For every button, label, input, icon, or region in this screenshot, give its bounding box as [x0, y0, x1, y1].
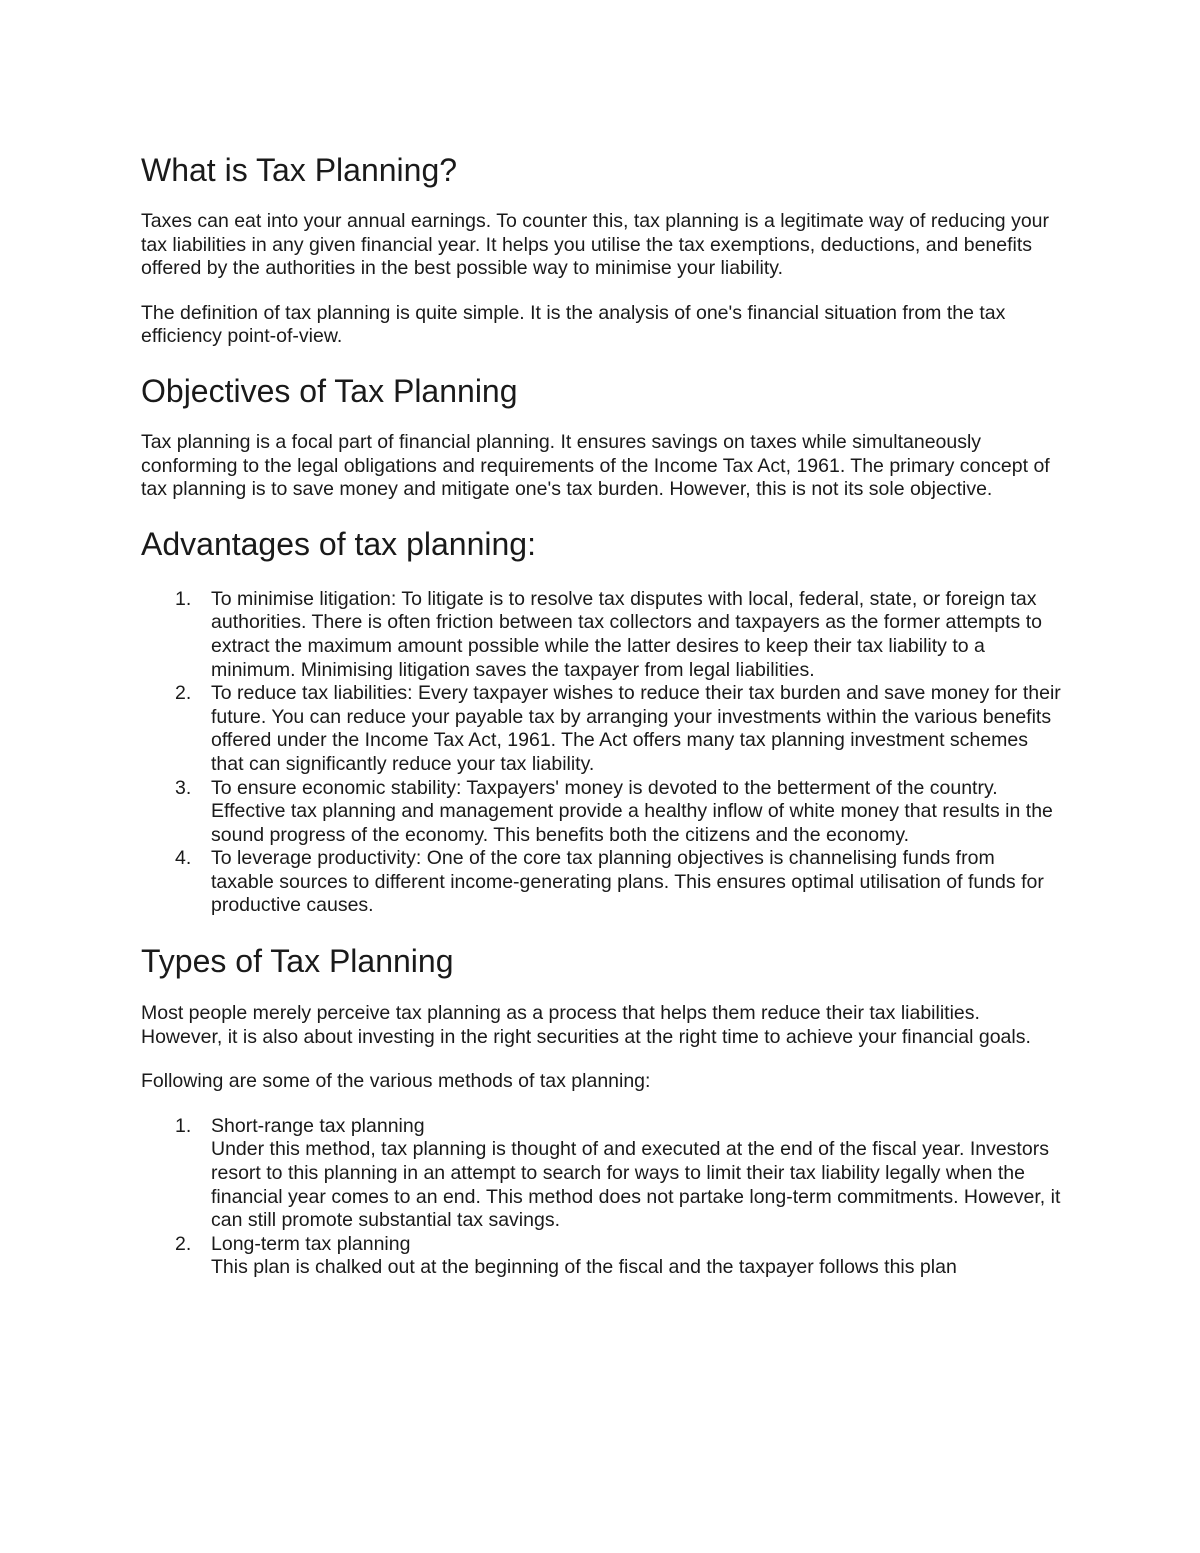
list-item: [141, 682, 1061, 776]
list-item-text: To reduce tax liabilities: Every taxpayer wishes to reduce their tax burden and save money for their future. You can reduce your payable tax by arranging your investments within the various benefits offered under the Income Tax Act, 1961. The Act offers many tax planning investment schemes that can significantly reduce your tax liability.: [211, 682, 1061, 775]
paragraph-intro: Taxes can eat into your annual earnings. To counter this, tax planning is a legitimate way of reducing your tax liabilities in any given financial year. It helps you utilise the tax exemptions, deductions, and benefits offered by the authorities in the best possible way to minimise your liability.: [141, 210, 1050, 280]
list-item: [141, 777, 1061, 848]
list-item-number: 2.: [175, 1232, 192, 1255]
list-item-number: 1.: [175, 587, 192, 610]
types-list: [141, 1115, 1061, 1280]
paragraph-types-intro: Most people merely perceive tax planning as a process that helps them reduce their tax liabilities. However, it is also about investing in the right securities at the right time to achieve your financial goals.: [141, 1002, 1031, 1048]
list-item-text: This plan is chalked out at the beginning of the fiscal and the taxpayer follows this plan: [211, 1256, 957, 1279]
document-page: [141, 150, 1061, 1280]
list-item-title: Short-range tax planning: [211, 1114, 425, 1137]
list-item-title: Long-term tax planning: [211, 1232, 411, 1255]
section-heading-objectives: Objectives of Tax Planning: [141, 372, 518, 409]
list-item-number: 2.: [175, 682, 192, 705]
section-heading-advantages: Advantages of tax planning:: [141, 525, 536, 562]
list-item: [141, 1115, 1061, 1233]
list-item-text: Under this method, tax planning is thought of and executed at the end of the fiscal year. Investors resort to this planning in an attempt to search for ways to limit their tax liability legally when the financial year comes to an end. This method does not partake long-term commitments. However, it can still promote substantial tax savings.: [211, 1138, 1061, 1232]
paragraph-objectives: Tax planning is a focal part of financial planning. It ensures savings on taxes while simultaneously conforming to the legal obligations and requirements of the Income Tax Act, 1961. The primary concept of tax planning is to save money and mitigate one's tax burden. However, this is not its sole objective.: [141, 430, 1050, 501]
list-item: [141, 847, 1061, 918]
list-item-text: To ensure economic stability: Taxpayers' money is devoted to the betterment of the country. Effective tax planning and management provide a healthy inflow of white money that results in the sound progress of the economy. This benefits both the citizens and the economy.: [211, 776, 1053, 846]
section-heading-types: Types of Tax Planning: [141, 943, 454, 980]
paragraph-methods-intro: Following are some of the various methods of tax planning:: [141, 1070, 651, 1093]
list-item-text: To leverage productivity: One of the core tax planning objectives is channelising funds from taxable sources to different income-generating plans. This ensures optimal utilisation of funds for productive causes.: [211, 847, 1044, 917]
list-item-number: 1.: [175, 1114, 192, 1137]
list-item-number: 3.: [175, 776, 192, 799]
list-item-text: To minimise litigation: To litigate is to resolve tax disputes with local, federal, state, or foreign tax authorities. There is often friction between tax collectors and taxpayers as the former attempts to extract the maximum amount possible while the latter desires to keep their tax liability to a minimum. Minimising litigation saves the taxpayer from legal liabilities.: [211, 587, 1042, 681]
advantages-list: [141, 588, 1061, 918]
list-item: [141, 1233, 1061, 1280]
list-item-number: 4.: [175, 847, 192, 870]
list-item: [141, 588, 1061, 682]
section-heading-what-is-tax-planning: What is Tax Planning?: [141, 152, 458, 188]
paragraph-definition: The definition of tax planning is quite simple. It is the analysis of one's financial situation from the tax efficiency point-of-view.: [141, 301, 1006, 348]
